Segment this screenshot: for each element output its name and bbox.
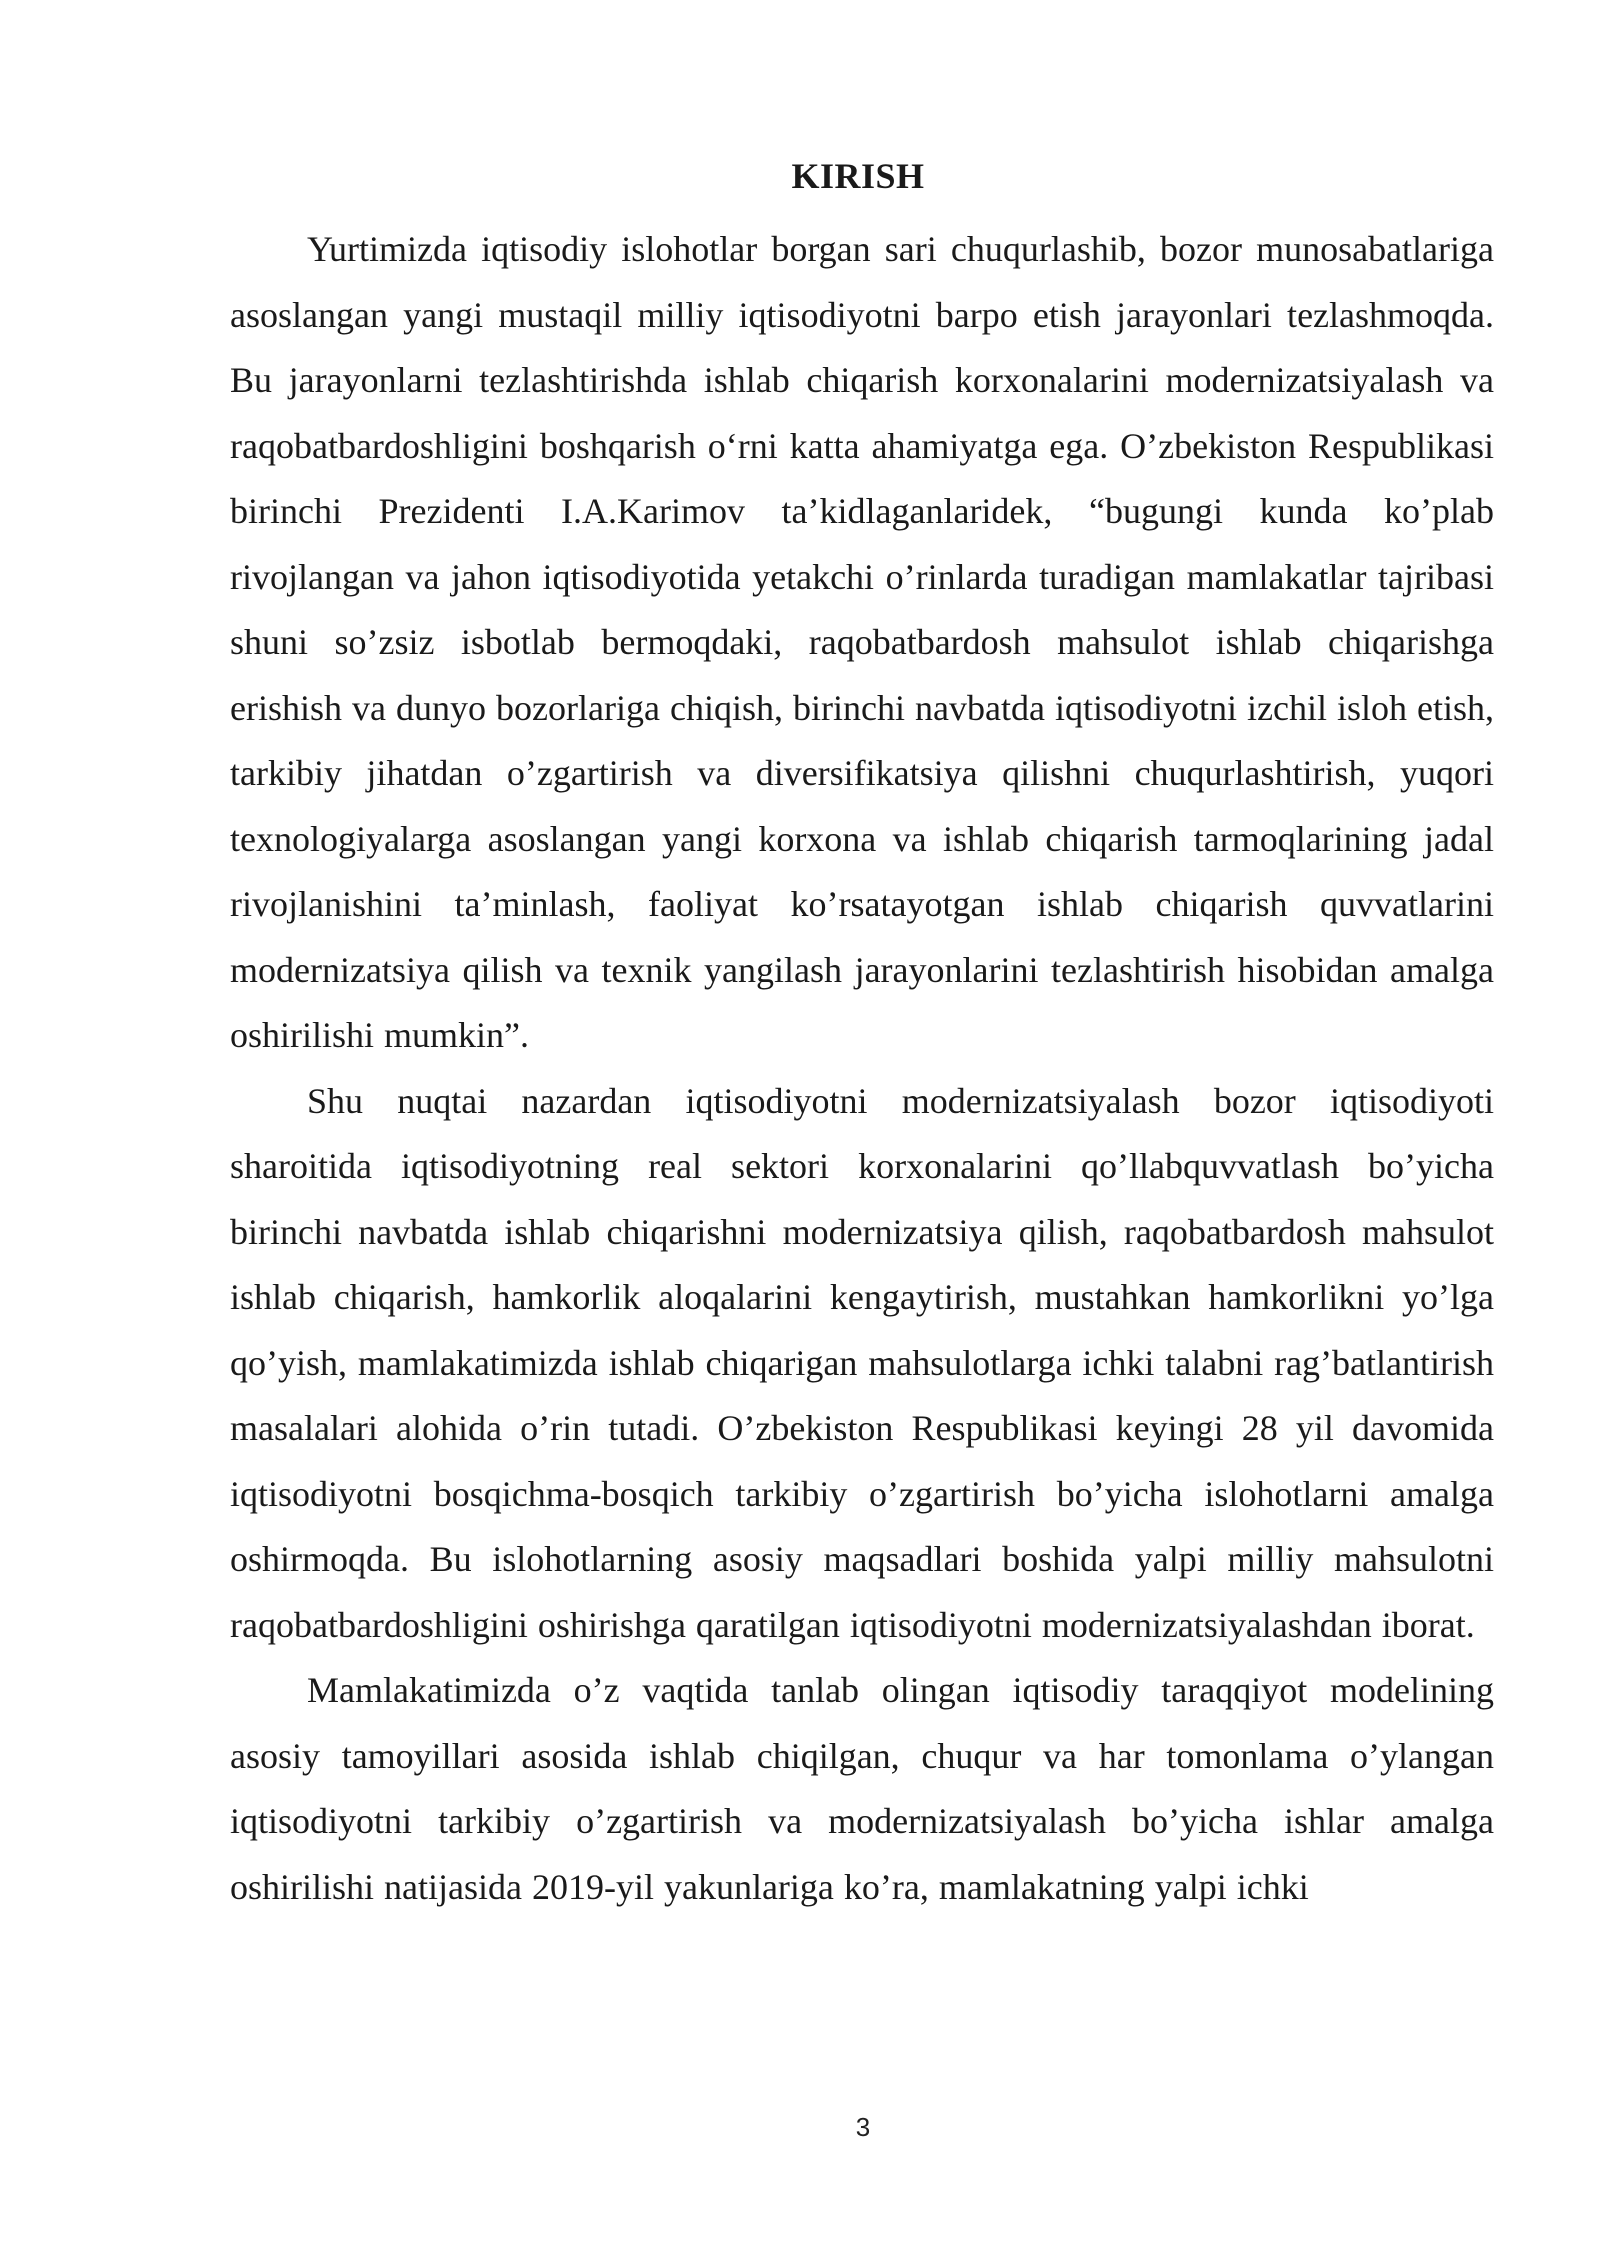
paragraph-economic-model: Mamlakatimizda o’z vaqtida tanlab olingan iqtisodiy taraqqiyot modelining asosiy tamoyillari asosida ishlab chiqilgan, chuqur va har tomonlama o’ylangan iqtisodiyotni tarkibiy o’zgartirish va modernizatsiyalash bo’yicha ishlar amalga oshirilishi natijasida 2019-yil yakunlariga ko’ra, mamlakatning yalpi ichki [230,1670,1494,1907]
paragraph-intro: Yurtimizda iqtisodiy islohotlar borgan sari chuqurlashib, bozor munosabatlariga asoslangan yangi mustaqil milliy iqtisodiyotni barpo etish jarayonlari tezlashmoqda. Bu jarayonlarni tezlashtirishda ishlab chiqarish korxonalarini modernizatsiyalash va raqobatbardoshligini boshqarish o‘rni katta ahamiyatga ega. O’zbekiston Respublikasi birinchi Prezidenti I.A.Karimov ta’kidlaganlaridek, “bugungi kunda ko’plab rivojlangan va jahon iqtisodiyotida yetakchi o’rinlarda turadigan mamlakatlar tajribasi shuni so’zsiz isbotlab bermoqdaki, raqobatbardosh mahsulot ishlab chiqarishga erishish va dunyo bozorlariga chiqish, birinchi navbatda iqtisodiyotni izchil isloh etish, tarkibiy jihatdan o’zgartirish va diversifikatsiya qilishni chuqurlashtirish, yuqori texnologiyalarga asoslangan yangi korxona va ishlab chiqarish tarmoqlarining jadal rivojlanishini ta’minlash, faoliyat ko’rsatayotgan ishlab chiqarish quvvatlarini modernizatsiya qilish va texnik yangilash jarayonlarini tezlashtirish hisobidan amalga oshirilishi mumkin”. [230,229,1494,1055]
paragraph-modernization: Shu nuqtai nazardan iqtisodiyotni modernizatsiyalash bozor iqtisodiyoti sharoitida iqtisodiyotning real sektori korxonalarini qo’llabquvvatlash bo’yicha birinchi navbatda ishlab chiqarishni modernizatsiya qilish, raqobatbardosh mahsulot ishlab chiqarish, hamkorlik aloqalarini kengaytirish, mustahkan hamkorlikni yo’lga qo’yish, mamlakatimizda ishlab chiqarigan mahsulotlarga ichki talabni rag’batlantirish masalalari alohida o’rin tutadi. O’zbekiston Respublikasi keyingi 28 yil davomida iqtisodiyotni bosqichma-bosqich tarkibiy o’zgartirish bo’yicha islohotlarni amalga oshirmoqda. Bu islohotlarning asosiy maqsadlari boshida yalpi milliy mahsulotni raqobatbardoshligini oshirishga qaratilgan iqtisodiyotni modernizatsiyalashdan iborat. [230,1080,1494,1645]
page-heading: KIRISH [791,156,925,196]
body-text [230,217,1494,1920]
page-number: 3 [855,2112,871,2142]
